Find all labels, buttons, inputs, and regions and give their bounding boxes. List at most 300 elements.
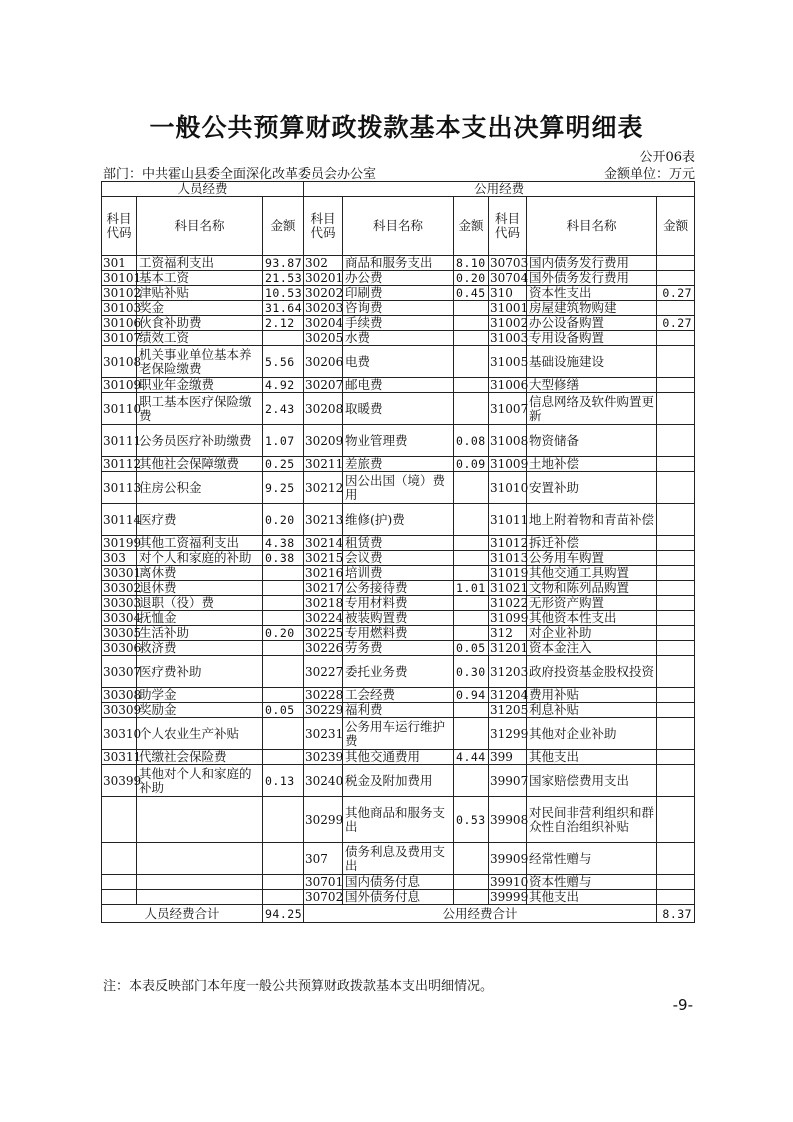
public-name-cell: 其他交通费用 bbox=[343, 750, 454, 765]
personnel-name-cell: 对个人和家庭的补助 bbox=[137, 551, 263, 566]
personnel-name-cell: 住房公积金 bbox=[137, 472, 263, 504]
public-code-cell: 30212 bbox=[304, 472, 343, 504]
public-amount-cell bbox=[454, 843, 489, 875]
public2-code-cell: 310 bbox=[489, 286, 527, 301]
public-amount-cell bbox=[454, 472, 489, 504]
public2-name-cell: 办公设备购置 bbox=[527, 316, 657, 331]
personnel-name-cell: 工资福利支出 bbox=[137, 256, 263, 271]
public2-amount-cell bbox=[657, 566, 695, 581]
personnel-amount-cell bbox=[263, 611, 304, 626]
personnel-amount-cell: 0.13 bbox=[263, 765, 304, 797]
personnel-amount-cell bbox=[263, 843, 304, 875]
public2-code-cell: 39910 bbox=[490, 875, 529, 889]
public-name-cell: 差旅费 bbox=[343, 457, 454, 472]
public-amount-cell bbox=[454, 765, 489, 797]
personnel-code-cell: 30309 bbox=[103, 703, 142, 717]
personnel-code-cell: 30310 bbox=[102, 718, 137, 750]
public-name-cell: 办公费 bbox=[343, 271, 454, 286]
public-code-cell: 30211 bbox=[305, 457, 344, 471]
table-row bbox=[102, 566, 695, 581]
personnel-name-cell: 医疗费补助 bbox=[137, 656, 263, 688]
table-row bbox=[102, 316, 695, 331]
personnel-code-cell: 30305 bbox=[103, 626, 142, 640]
personnel-name-cell: 其他社会保障缴费 bbox=[137, 457, 263, 472]
personnel-name-cell: 救济费 bbox=[137, 641, 263, 656]
public2-name-cell: 其他对企业补助 bbox=[527, 718, 657, 750]
personnel-amount-cell: 0.25 bbox=[263, 457, 304, 472]
public2-name-cell: 拆迁补偿 bbox=[527, 536, 657, 551]
public-name-cell: 会议费 bbox=[343, 551, 454, 566]
personnel-code-cell bbox=[102, 843, 137, 875]
public2-amount-cell bbox=[657, 271, 695, 286]
public2-name-cell: 其他交通工具购置 bbox=[527, 566, 657, 581]
table-row bbox=[102, 378, 695, 393]
public-name-cell: 商品和服务支出 bbox=[343, 256, 454, 271]
public2-code-cell: 31006 bbox=[490, 378, 529, 392]
public-amount-cell: 0.08 bbox=[454, 425, 489, 457]
public-code-cell: 30228 bbox=[305, 688, 344, 702]
personnel-code-cell: 30110 bbox=[102, 393, 137, 425]
public2-code-cell: 31009 bbox=[490, 457, 529, 471]
personnel-code-cell: 30107 bbox=[103, 331, 142, 345]
public-name-cell: 水费 bbox=[343, 331, 454, 346]
public2-name-cell: 大型修缮 bbox=[527, 378, 657, 393]
public2-amount-cell bbox=[657, 656, 695, 688]
table-row bbox=[102, 765, 695, 797]
public2-name-cell: 对民间非营利组织和群众性自治组织补贴 bbox=[527, 797, 657, 843]
public-code-cell: 307 bbox=[304, 843, 343, 875]
public-amount-cell bbox=[454, 301, 489, 316]
public2-amount-cell bbox=[657, 843, 695, 875]
public2-name-cell: 利息补贴 bbox=[527, 703, 657, 718]
personnel-name-cell bbox=[137, 890, 263, 905]
public2-amount-cell bbox=[657, 703, 695, 718]
personnel-code-cell: 30303 bbox=[103, 596, 142, 610]
public-code-cell: 30209 bbox=[304, 425, 343, 457]
personnel-name-cell: 津贴补贴 bbox=[137, 286, 263, 301]
public2-amount-cell bbox=[657, 641, 695, 656]
public2-amount-cell bbox=[657, 890, 695, 905]
public2-name-cell: 其他支出 bbox=[527, 750, 657, 765]
personnel-code-cell: 30106 bbox=[103, 316, 142, 330]
public-name-cell: 公务接待费 bbox=[343, 581, 454, 596]
personnel-code-cell: 30101 bbox=[103, 271, 142, 285]
personnel-amount-cell bbox=[263, 596, 304, 611]
personnel-code-cell: 30399 bbox=[102, 765, 137, 797]
public2-name-cell: 专用设备购置 bbox=[527, 331, 657, 346]
personnel-code-cell: 30108 bbox=[102, 346, 137, 378]
personnel-code-cell: 30113 bbox=[102, 472, 137, 504]
public2-amount-cell bbox=[657, 504, 695, 536]
personnel-amount-cell bbox=[263, 641, 304, 656]
public2-amount-cell bbox=[657, 425, 695, 457]
public2-name-cell: 基础设施建设 bbox=[527, 346, 657, 378]
public2-name-cell: 政府投资基金股权投资 bbox=[527, 656, 657, 688]
public2-code-cell: 30704 bbox=[490, 271, 529, 285]
public-code-cell: 30299 bbox=[304, 797, 343, 843]
public2-code-cell: 31003 bbox=[490, 331, 529, 345]
personnel-amount-cell: 5.56 bbox=[263, 346, 304, 378]
col-header-amount: 金额 bbox=[657, 197, 695, 256]
personnel-code-cell: 30109 bbox=[103, 378, 142, 392]
public2-code-cell: 30703 bbox=[490, 256, 529, 270]
public2-code-cell: 31001 bbox=[490, 301, 529, 315]
table-row bbox=[102, 425, 695, 457]
public2-code-cell: 31019 bbox=[490, 566, 529, 580]
public-code-cell: 30215 bbox=[305, 551, 344, 565]
public-name-cell: 取暖费 bbox=[343, 393, 454, 425]
personnel-amount-cell: 0.38 bbox=[263, 551, 304, 566]
public2-name-cell: 安置补助 bbox=[527, 472, 657, 504]
public-amount-cell bbox=[454, 566, 489, 581]
public-code-cell: 30217 bbox=[305, 581, 344, 595]
public-code-cell: 30226 bbox=[305, 641, 344, 655]
public-name-cell: 委托业务费 bbox=[343, 656, 454, 688]
section-public: 公用经费 bbox=[304, 182, 695, 197]
public2-code-cell: 39908 bbox=[489, 797, 527, 843]
table-row bbox=[102, 641, 695, 656]
public2-code-cell: 31013 bbox=[490, 551, 529, 565]
public2-name-cell: 国内债务发行费用 bbox=[527, 256, 657, 271]
public2-amount-cell bbox=[657, 875, 695, 890]
personnel-name-cell: 个人农业生产补贴 bbox=[137, 718, 263, 750]
personnel-code-cell bbox=[102, 875, 137, 890]
personnel-name-cell: 代缴社会保险费 bbox=[137, 750, 263, 765]
col-header-code: 科目代码 bbox=[102, 197, 137, 256]
public-code-cell: 30229 bbox=[305, 703, 344, 717]
public-name-cell: 税金及附加费用 bbox=[343, 765, 454, 797]
table-row bbox=[102, 656, 695, 688]
public-name-cell: 工会经费 bbox=[343, 688, 454, 703]
public-code-cell: 30702 bbox=[305, 890, 344, 904]
personnel-amount-cell: 10.53 bbox=[263, 286, 304, 301]
personnel-code-cell: 30114 bbox=[102, 504, 137, 536]
public2-amount-cell bbox=[657, 256, 695, 271]
public-code-cell: 30206 bbox=[304, 346, 343, 378]
public2-name-cell: 国外债务发行费用 bbox=[527, 271, 657, 286]
public2-name-cell: 公务用车购置 bbox=[527, 551, 657, 566]
personnel-name-cell: 离休费 bbox=[137, 566, 263, 581]
personnel-name-cell: 职工基本医疗保险缴费 bbox=[137, 393, 263, 425]
public-name-cell: 福利费 bbox=[343, 703, 454, 718]
personnel-amount-cell: 2.43 bbox=[263, 393, 304, 425]
table-row bbox=[102, 843, 695, 875]
personnel-name-cell: 伙食补助费 bbox=[137, 316, 263, 331]
public2-code-cell: 312 bbox=[489, 626, 527, 641]
personnel-amount-cell: 1.07 bbox=[263, 425, 304, 457]
personnel-amount-cell: 0.20 bbox=[263, 504, 304, 536]
table-row bbox=[102, 472, 695, 504]
table-row bbox=[102, 611, 695, 626]
public2-name-cell: 地上附着物和青苗补偿 bbox=[527, 504, 657, 536]
public-name-cell: 印刷费 bbox=[343, 286, 454, 301]
public2-code-cell: 31099 bbox=[490, 611, 529, 625]
public-code-cell: 30224 bbox=[305, 611, 344, 625]
table-row bbox=[102, 346, 695, 378]
public-name-cell: 其他商品和服务支出 bbox=[343, 797, 454, 843]
public2-amount-cell: 0.27 bbox=[657, 316, 695, 331]
personnel-name-cell: 生活补助 bbox=[137, 626, 263, 641]
section-header-row bbox=[102, 182, 695, 197]
public-amount-cell bbox=[454, 393, 489, 425]
public-name-cell: 租赁费 bbox=[343, 536, 454, 551]
public-amount-cell: 0.94 bbox=[454, 688, 489, 703]
public-amount-cell bbox=[454, 346, 489, 378]
public2-amount-cell bbox=[657, 750, 695, 765]
public2-amount-cell bbox=[657, 331, 695, 346]
public2-code-cell: 39999 bbox=[490, 890, 529, 904]
public-amount-cell: 0.20 bbox=[454, 271, 489, 286]
personnel-code-cell: 30103 bbox=[103, 301, 142, 315]
public2-amount-cell bbox=[657, 536, 695, 551]
public2-name-cell: 其他资本性支出 bbox=[527, 611, 657, 626]
public-amount-cell: 8.10 bbox=[454, 256, 489, 271]
public-code-cell: 30207 bbox=[305, 378, 344, 392]
public-amount-cell bbox=[454, 626, 489, 641]
personnel-name-cell: 基本工资 bbox=[137, 271, 263, 286]
personnel-amount-cell: 93.87 bbox=[263, 256, 304, 271]
table-row bbox=[102, 581, 695, 596]
table-row bbox=[102, 393, 695, 425]
personnel-total-value: 94.25 bbox=[263, 905, 304, 923]
table-row bbox=[102, 504, 695, 536]
personnel-amount-cell: 0.20 bbox=[263, 626, 304, 641]
public2-amount-cell: 0.27 bbox=[657, 286, 695, 301]
public-name-cell: 手续费 bbox=[343, 316, 454, 331]
table-row bbox=[102, 626, 695, 641]
personnel-code-cell: 30301 bbox=[103, 566, 142, 580]
public-name-cell: 被装购置费 bbox=[343, 611, 454, 626]
public-name-cell: 国外债务付息 bbox=[343, 890, 454, 905]
personnel-name-cell bbox=[137, 797, 263, 843]
personnel-amount-cell: 31.64 bbox=[263, 301, 304, 316]
col-header-name: 科目名称 bbox=[137, 197, 263, 256]
public2-name-cell: 文物和陈列品购置 bbox=[527, 581, 657, 596]
public2-code-cell: 31203 bbox=[489, 656, 527, 688]
public-code-cell: 30205 bbox=[305, 331, 344, 345]
public-amount-cell bbox=[454, 718, 489, 750]
public2-code-cell: 31012 bbox=[490, 536, 529, 550]
table-row bbox=[102, 271, 695, 286]
public2-name-cell: 资本金注入 bbox=[527, 641, 657, 656]
public-code-cell: 30701 bbox=[305, 875, 344, 889]
public2-name-cell: 费用补贴 bbox=[527, 688, 657, 703]
public-code-cell: 30239 bbox=[305, 750, 344, 764]
public2-amount-cell bbox=[657, 581, 695, 596]
department-label: 部门：中共霍山县委全面深化改革委员会办公室 bbox=[103, 167, 377, 182]
public2-code-cell: 31204 bbox=[490, 688, 529, 702]
public-amount-cell bbox=[454, 331, 489, 346]
public-code-cell: 30231 bbox=[304, 718, 343, 750]
personnel-name-cell: 绩效工资 bbox=[137, 331, 263, 346]
public-amount-cell bbox=[454, 703, 489, 718]
personnel-amount-cell bbox=[263, 797, 304, 843]
personnel-amount-cell bbox=[263, 566, 304, 581]
table-row bbox=[102, 875, 695, 890]
public-amount-cell bbox=[454, 536, 489, 551]
personnel-name-cell: 医疗费 bbox=[137, 504, 263, 536]
public2-code-cell: 31008 bbox=[489, 425, 527, 457]
public2-name-cell: 其他支出 bbox=[527, 890, 657, 905]
personnel-amount-cell bbox=[263, 718, 304, 750]
public-code-cell: 30218 bbox=[305, 596, 344, 610]
section-personnel: 人员经费 bbox=[102, 182, 304, 197]
personnel-code-cell: 30111 bbox=[102, 425, 137, 457]
public-name-cell: 咨询费 bbox=[343, 301, 454, 316]
table-row bbox=[102, 750, 695, 765]
public-code-cell: 30214 bbox=[305, 536, 344, 550]
personnel-code-cell: 301 bbox=[102, 256, 137, 271]
public2-amount-cell bbox=[657, 611, 695, 626]
amount-unit-label: 金额单位：万元 bbox=[603, 167, 695, 182]
public-code-cell: 30213 bbox=[304, 504, 343, 536]
public-amount-cell: 0.53 bbox=[454, 797, 489, 843]
public-name-cell: 劳务费 bbox=[343, 641, 454, 656]
public-amount-cell bbox=[454, 316, 489, 331]
public2-code-cell: 31021 bbox=[490, 581, 529, 595]
col-header-name: 科目名称 bbox=[527, 197, 657, 256]
personnel-code-cell: 30311 bbox=[103, 750, 142, 764]
public-name-cell: 因公出国（境）费用 bbox=[343, 472, 454, 504]
public-code-cell: 302 bbox=[304, 256, 343, 271]
public-amount-cell bbox=[454, 890, 489, 905]
public2-name-cell: 无形资产购置 bbox=[527, 596, 657, 611]
personnel-code-cell: 30304 bbox=[103, 611, 142, 625]
expenditure-detail-table bbox=[101, 181, 695, 923]
public-code-cell: 30208 bbox=[304, 393, 343, 425]
public-name-cell: 债务利息及费用支出 bbox=[343, 843, 454, 875]
col-header-code: 科目代码 bbox=[489, 197, 527, 256]
public2-code-cell: 31010 bbox=[489, 472, 527, 504]
public2-code-cell: 39907 bbox=[489, 765, 527, 797]
personnel-amount-cell: 2.12 bbox=[263, 316, 304, 331]
public-amount-cell bbox=[454, 551, 489, 566]
col-header-code: 科目代码 bbox=[304, 197, 343, 256]
public2-code-cell: 399 bbox=[489, 750, 527, 765]
personnel-code-cell: 30307 bbox=[102, 656, 137, 688]
public2-code-cell: 31005 bbox=[489, 346, 527, 378]
public-code-cell: 30227 bbox=[304, 656, 343, 688]
public2-name-cell: 物资储备 bbox=[527, 425, 657, 457]
public-amount-cell bbox=[454, 504, 489, 536]
personnel-name-cell: 其他工资福利支出 bbox=[137, 536, 263, 551]
table-note: 注：本表反映部门本年度一般公共预算财政拨款基本支出明细情况。 bbox=[103, 979, 494, 994]
personnel-amount-cell: 4.92 bbox=[263, 378, 304, 393]
personnel-name-cell bbox=[137, 843, 263, 875]
public2-amount-cell bbox=[657, 551, 695, 566]
personnel-name-cell bbox=[137, 875, 263, 890]
public-name-cell: 邮电费 bbox=[343, 378, 454, 393]
public2-name-cell: 资本性支出 bbox=[527, 286, 657, 301]
public-amount-cell: 0.45 bbox=[454, 286, 489, 301]
public2-name-cell: 土地补偿 bbox=[527, 457, 657, 472]
personnel-code-cell: 30308 bbox=[103, 688, 142, 702]
public-amount-cell bbox=[454, 378, 489, 393]
table-row bbox=[102, 688, 695, 703]
public2-code-cell: 31022 bbox=[490, 596, 529, 610]
table-row bbox=[102, 286, 695, 301]
personnel-amount-cell: 4.38 bbox=[263, 536, 304, 551]
public-code-cell: 30202 bbox=[305, 286, 344, 300]
public2-code-cell: 31299 bbox=[489, 718, 527, 750]
public2-amount-cell bbox=[657, 626, 695, 641]
public2-amount-cell bbox=[657, 718, 695, 750]
table-row bbox=[102, 718, 695, 750]
document-title: 一般公共预算财政拨款基本支出决算明细表 bbox=[149, 113, 644, 142]
table-row bbox=[102, 301, 695, 316]
public2-amount-cell bbox=[657, 797, 695, 843]
personnel-amount-cell bbox=[263, 331, 304, 346]
table-row bbox=[102, 551, 695, 566]
personnel-name-cell: 奖励金 bbox=[137, 703, 263, 718]
public2-amount-cell bbox=[657, 346, 695, 378]
personnel-code-cell: 30102 bbox=[103, 286, 142, 300]
public2-amount-cell bbox=[657, 378, 695, 393]
public2-amount-cell bbox=[657, 472, 695, 504]
col-header-name: 科目名称 bbox=[343, 197, 454, 256]
personnel-amount-cell: 9.25 bbox=[263, 472, 304, 504]
table-row bbox=[102, 703, 695, 718]
public2-amount-cell bbox=[657, 688, 695, 703]
personnel-code-cell bbox=[102, 797, 137, 843]
table-row bbox=[102, 331, 695, 346]
personnel-amount-cell bbox=[263, 750, 304, 765]
personnel-total-label: 人员经费合计 bbox=[102, 905, 263, 923]
public-amount-cell bbox=[454, 611, 489, 626]
public2-name-cell: 资本性赠与 bbox=[527, 875, 657, 890]
personnel-amount-cell bbox=[263, 890, 304, 905]
public2-code-cell: 31205 bbox=[490, 703, 529, 717]
table-row bbox=[102, 256, 695, 271]
personnel-amount-cell: 0.05 bbox=[263, 703, 304, 718]
public-amount-cell: 4.44 bbox=[454, 750, 489, 765]
public2-name-cell: 国家赔偿费用支出 bbox=[527, 765, 657, 797]
personnel-amount-cell bbox=[263, 656, 304, 688]
personnel-name-cell: 抚恤金 bbox=[137, 611, 263, 626]
public2-code-cell: 31002 bbox=[490, 316, 529, 330]
public-name-cell: 专用材料费 bbox=[343, 596, 454, 611]
public-name-cell: 公务用车运行维护费 bbox=[343, 718, 454, 750]
col-header-amount: 金额 bbox=[263, 197, 304, 256]
personnel-amount-cell bbox=[263, 688, 304, 703]
public-name-cell: 国内债务付息 bbox=[343, 875, 454, 890]
personnel-name-cell: 助学金 bbox=[137, 688, 263, 703]
personnel-amount-cell: 21.53 bbox=[263, 271, 304, 286]
public-amount-cell: 1.01 bbox=[454, 581, 489, 596]
public2-name-cell: 对企业补助 bbox=[527, 626, 657, 641]
public-code-cell: 30201 bbox=[305, 271, 344, 285]
public2-amount-cell bbox=[657, 301, 695, 316]
public-name-cell: 物业管理费 bbox=[343, 425, 454, 457]
public-name-cell: 专用燃料费 bbox=[343, 626, 454, 641]
table-row bbox=[102, 797, 695, 843]
public-name-cell: 维修(护)费 bbox=[343, 504, 454, 536]
public2-amount-cell bbox=[657, 596, 695, 611]
personnel-code-cell: 303 bbox=[102, 551, 137, 566]
public-amount-cell: 0.09 bbox=[454, 457, 489, 472]
personnel-amount-cell bbox=[263, 875, 304, 890]
public-total-label: 公用经费合计 bbox=[304, 905, 657, 923]
public-name-cell: 电费 bbox=[343, 346, 454, 378]
column-header-row bbox=[102, 197, 695, 256]
totals-row bbox=[102, 905, 695, 923]
public2-amount-cell bbox=[657, 457, 695, 472]
personnel-amount-cell bbox=[263, 581, 304, 596]
personnel-code-cell bbox=[102, 890, 137, 905]
personnel-name-cell: 职业年金缴费 bbox=[137, 378, 263, 393]
public-code-cell: 30225 bbox=[305, 626, 344, 640]
table-row bbox=[102, 457, 695, 472]
